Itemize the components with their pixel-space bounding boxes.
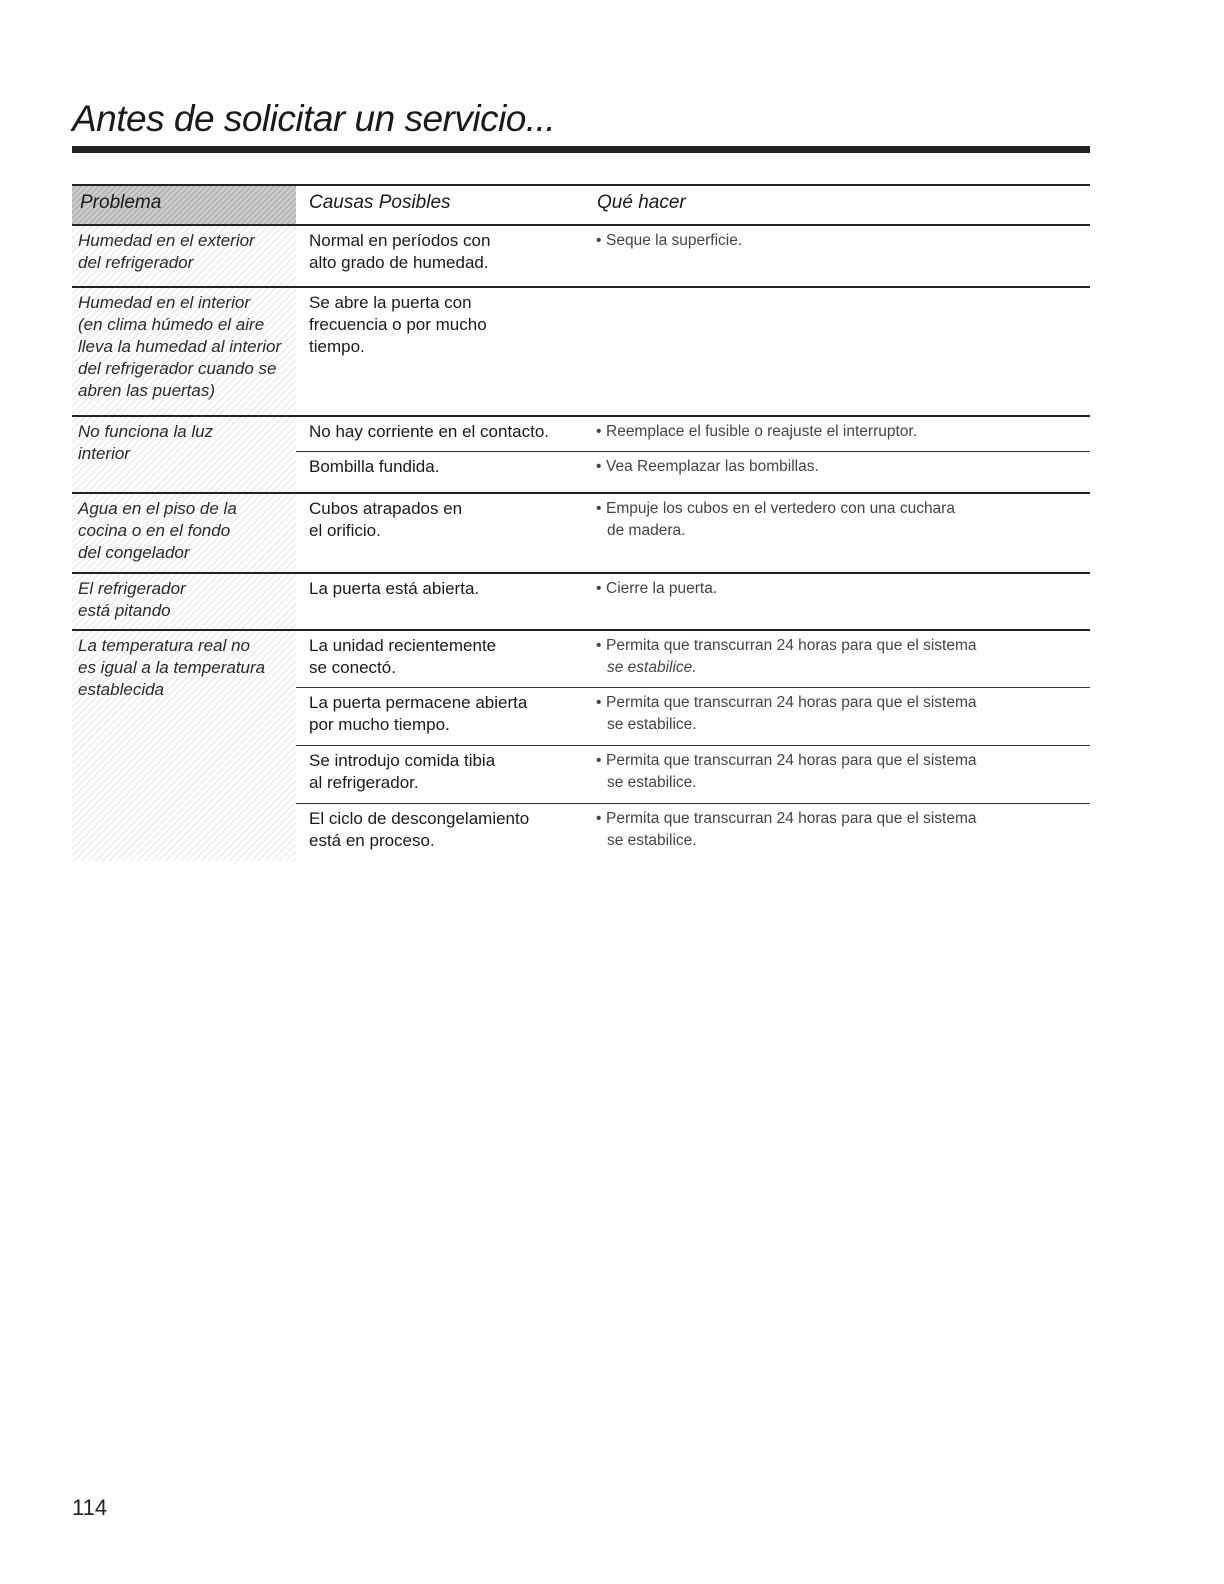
troubleshooting-table (72, 184, 1090, 861)
cause-line: se conectó. (309, 658, 396, 677)
cause-line: frecuencia o por mucho (309, 315, 487, 334)
table-row-exterior-humidity (72, 226, 1090, 288)
action-line: Permita que transcurran 24 horas para que el sistema (606, 810, 977, 827)
problem-line: (en clima húmedo el aire (78, 315, 265, 334)
problem-line: del refrigerador cuando se (78, 359, 277, 378)
action-cell (596, 808, 1076, 852)
problem-line: Humedad en el exterior (78, 231, 255, 250)
header-action: Qué hacer (597, 192, 686, 213)
action-cell (596, 750, 1076, 794)
cause-entry (296, 803, 1090, 861)
cause-line: Se introdujo comida tibia (309, 751, 496, 770)
problem-cell (72, 494, 296, 572)
cause-entry (296, 226, 1090, 286)
action-cell (596, 498, 1076, 542)
problem-cell (72, 226, 296, 286)
problem-cell (72, 631, 296, 861)
problem-line: El refrigerador (78, 579, 186, 598)
problem-line: del refrigerador (78, 253, 194, 272)
cause-line: La puerta permacene abierta (309, 693, 528, 712)
page-title: Antes de solicitar un servicio... (72, 98, 556, 139)
action-line: Permita que transcurran 24 horas para que el sistema (606, 694, 977, 711)
cause-cell (309, 692, 589, 736)
problem-line: La temperatura real no (78, 636, 250, 655)
action-line: Permita que transcurran 24 horas para que el sistema (606, 752, 977, 769)
cause-line: La unidad recientemente (309, 636, 497, 655)
problem-line: del congelador (78, 543, 190, 562)
problem-line: establecida (78, 680, 165, 699)
cause-cell (309, 230, 589, 274)
cause-entry (296, 745, 1090, 803)
cause-entry (296, 574, 1090, 629)
action-cell (596, 456, 1076, 478)
cause-line: La puerta está abierta. (309, 579, 480, 598)
action-cell (596, 578, 1076, 600)
cause-line: tiempo. (309, 337, 365, 356)
header-cause: Causas Posibles (309, 192, 451, 213)
cause-line: está en proceso. (309, 831, 435, 850)
bullet-icon: • (596, 752, 602, 769)
action-line: de madera. (607, 522, 686, 539)
cause-cell (309, 456, 589, 478)
cause-cell (309, 292, 589, 358)
table-header (72, 184, 1090, 226)
action-line: Permita que transcurran 24 horas para que el sistema (606, 637, 977, 654)
cause-line: al refrigerador. (309, 773, 419, 792)
cause-cell (309, 635, 589, 679)
cause-cell (309, 421, 589, 443)
table-row-light (72, 417, 1090, 494)
page-number: 114 (72, 1495, 108, 1520)
bullet-icon: • (596, 637, 602, 654)
cause-entry (296, 288, 1090, 415)
problem-line: cocina o en el fondo (78, 521, 231, 540)
problem-line: está pitando (78, 601, 171, 620)
action-line: se estabilice. (607, 659, 697, 676)
bullet-icon: • (596, 694, 602, 711)
action-line: Cierre la puerta. (606, 580, 718, 597)
cause-cell (309, 808, 589, 852)
cause-line: Se abre la puerta con (309, 293, 472, 312)
cause-line: alto grado de humedad. (309, 253, 489, 272)
title-rule (72, 146, 1090, 153)
problem-line: No funciona la luz (78, 422, 214, 441)
cause-entry (296, 451, 1090, 492)
cause-line: por mucho tiempo. (309, 715, 450, 734)
problem-cell (72, 417, 296, 492)
cause-line: Cubos atrapados en (309, 499, 463, 518)
bullet-icon: • (596, 232, 602, 249)
problem-line: lleva la humedad al interior (78, 337, 282, 356)
problem-line: interior (78, 444, 130, 463)
action-cell (596, 230, 1076, 252)
action-line: Empuje los cubos en el vertedero con una cuchara (606, 500, 955, 517)
action-line: se estabilice. (607, 774, 697, 791)
action-line: se estabilice. (607, 716, 697, 733)
problem-cell (72, 574, 296, 629)
action-line: Vea Reemplazar las bombillas. (606, 458, 819, 475)
bullet-icon: • (596, 810, 602, 827)
action-cell (596, 635, 1076, 679)
cause-entry (296, 494, 1090, 572)
bullet-icon: • (596, 458, 602, 475)
cause-line: Bombilla fundida. (309, 457, 440, 476)
table-row-beeping (72, 574, 1090, 631)
action-cell (596, 421, 1076, 443)
action-line: Reemplace el fusible o reajuste el interruptor. (606, 423, 918, 440)
cause-line: el orificio. (309, 521, 381, 540)
problem-cell (72, 288, 296, 415)
cause-cell (309, 578, 589, 600)
cause-entry (296, 417, 1090, 451)
cause-line: El ciclo de descongelamiento (309, 809, 530, 828)
problem-line: abren las puertas) (78, 381, 216, 400)
problem-line: Agua en el piso de la (78, 499, 237, 518)
cause-line: No hay corriente en el contacto. (309, 422, 550, 441)
cause-line: Normal en períodos con (309, 231, 491, 250)
problem-line: es igual a la temperatura (78, 658, 266, 677)
cause-cell (309, 750, 589, 794)
bullet-icon: • (596, 500, 602, 517)
action-line: se estabilice. (607, 832, 697, 849)
cause-entry (296, 631, 1090, 687)
bullet-icon: • (596, 580, 602, 597)
header-problem: Problema (72, 186, 296, 224)
action-cell (596, 692, 1076, 736)
bullet-icon: • (596, 423, 602, 440)
table-row-temperature (72, 631, 1090, 861)
problem-line: Humedad en el interior (78, 293, 250, 312)
table-row-interior-humidity (72, 288, 1090, 417)
action-line: Seque la superficie. (606, 232, 743, 249)
cause-entry (296, 687, 1090, 745)
cause-cell (309, 498, 589, 542)
table-row-water-floor (72, 494, 1090, 574)
